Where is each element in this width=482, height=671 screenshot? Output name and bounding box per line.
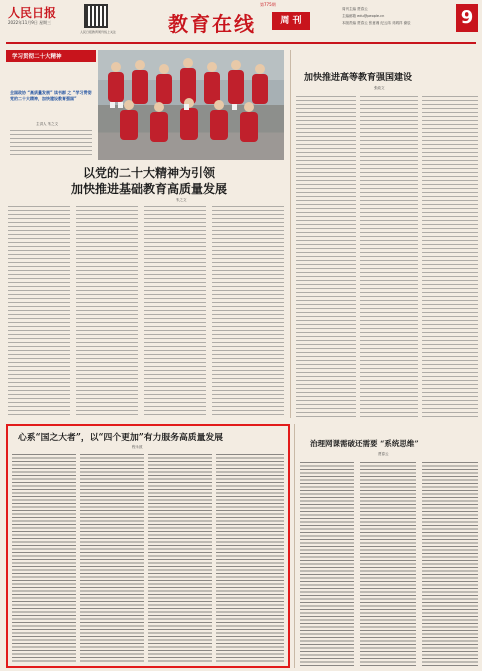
bottom-right-col-3: [422, 462, 478, 666]
weekly-badge: 周 刊: [272, 12, 310, 30]
main-article-author: 朱之文: [176, 198, 187, 202]
bottom-divider: [294, 424, 295, 668]
bottom-article-col-4: [216, 454, 284, 662]
main-article-col-3: [144, 206, 206, 418]
qr-caption: 人民日报教育周刊线上关注: [80, 30, 117, 34]
bottom-right-col-2: [360, 462, 416, 666]
main-article-col-4: [212, 206, 284, 418]
editor-line-1: 周刊主编 贾春云: [342, 7, 368, 11]
date-line: 2022年11月9日 星期三: [8, 20, 52, 25]
bottom-article-author: 程永波: [132, 445, 143, 449]
right-article-author: 张政文: [374, 86, 385, 90]
page-number: 9: [456, 4, 478, 32]
main-article-col-1: [8, 206, 70, 418]
right-article-col-3: [422, 96, 478, 418]
photo-children: [98, 50, 284, 160]
column-divider: [290, 50, 291, 418]
issue-label: 第775期: [260, 2, 276, 7]
right-article-title: 加快推进高等教育强国建设: [304, 73, 413, 83]
paper-logo: 人民日报: [8, 6, 57, 20]
right-article-col-2: [360, 96, 418, 418]
bottom-article-col-1: [12, 454, 76, 662]
masthead: [0, 0, 482, 48]
sidebar-text: [10, 130, 92, 156]
main-article-col-2: [76, 206, 138, 418]
header-rule: [6, 42, 476, 44]
runners-illustration: [98, 50, 284, 160]
bottom-article-col-3: [148, 454, 212, 662]
bottom-article-title: 心系“国之大者”，以“四个更加”有力服务高质量发展: [18, 433, 223, 443]
main-article-title-2: 加快推进基础教育高质量发展: [70, 182, 227, 196]
ribbon-text: 学习贯彻二十大精神: [12, 54, 62, 60]
sidebar-byline: 主讲人 朱之文: [36, 122, 59, 126]
editor-line-2: 主编邮箱 edu@people.cn: [342, 14, 385, 18]
right-article-col-1: [296, 96, 356, 418]
qr-code-icon: [84, 4, 108, 28]
bottom-right-col-1: [300, 462, 354, 666]
sidebar: [6, 50, 96, 160]
editor-line-3: 本版责编 贾春云 张意湘 纪云纬 邓炳祥 谢辰: [342, 21, 411, 25]
main-article-title-1: 以党的二十大精神为引领: [82, 166, 215, 180]
bottom-right-author: 贾春云: [378, 452, 389, 456]
bottom-right-title: 治理网课需破还需要 “系统思维”: [310, 439, 419, 448]
bottom-article-col-2: [80, 454, 144, 662]
sidebar-lead: 全国政协 “高质量发展” 读书群 之 “学习贯彻党的二十大精神，加快建设教育强国”: [10, 90, 92, 101]
section-title: 教育在线: [168, 12, 256, 36]
